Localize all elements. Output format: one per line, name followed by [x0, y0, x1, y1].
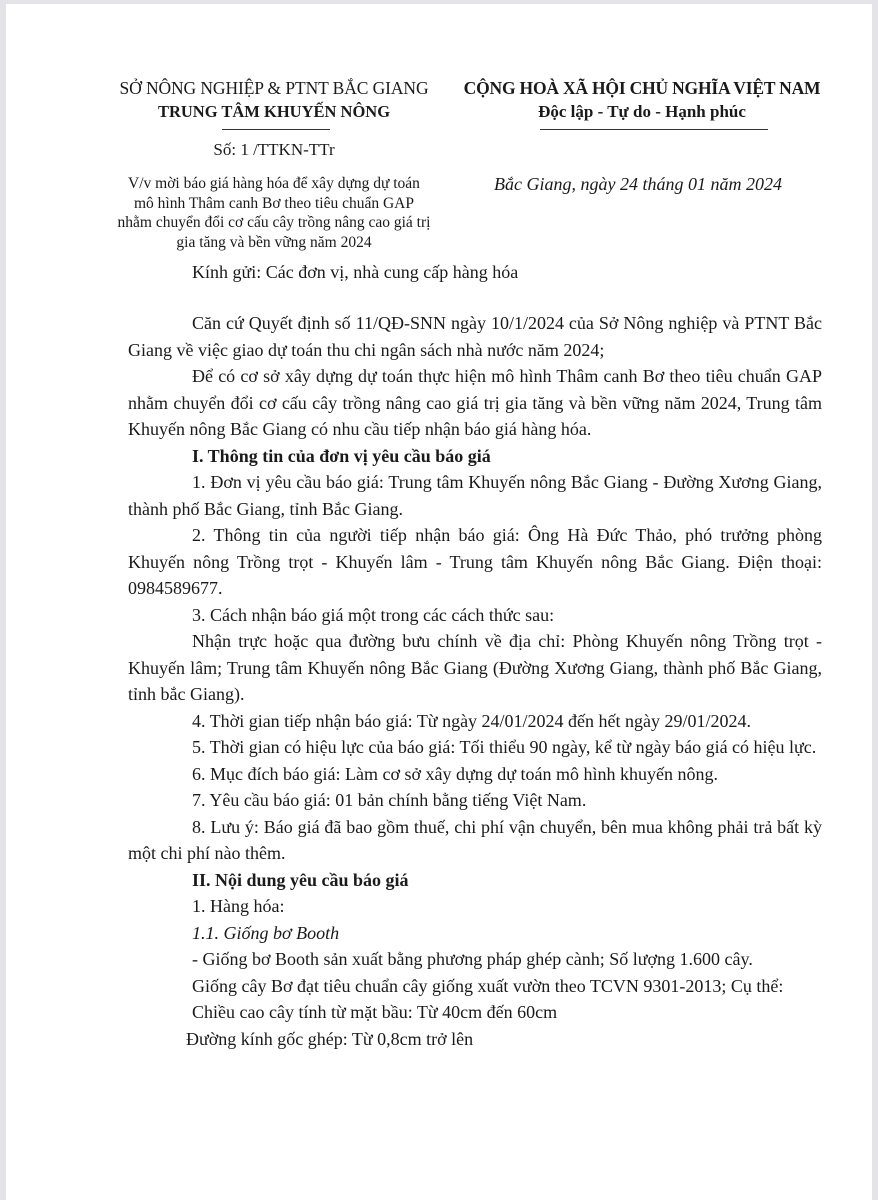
- national-header: [446, 76, 838, 124]
- subject-line: nhằm chuyển đổi cơ cấu cây trồng nâng cao giá trị: [117, 214, 431, 231]
- national-motto: Độc lập - Tự do - Hạnh phúc: [538, 102, 746, 121]
- subject-line: mô hình Thâm canh Bơ theo tiêu chuẩn GAP: [134, 194, 414, 212]
- place-date: Bắc Giang, ngày 24 tháng 01 năm 2024: [494, 174, 782, 194]
- subject-line: V/v mời báo giá hàng hóa để xây dựng dự toán: [128, 175, 420, 192]
- info-item-3: 3. Cách nhận báo giá một trong các cách thức sau:: [192, 604, 555, 625]
- subject-line: gia tăng và bền vững năm 2024: [176, 233, 372, 251]
- info-item-5: 5. Thời gian có hiệu lực của báo giá: Tối thiểu 90 ngày, kể từ ngày báo giá có hiệu lực.: [192, 737, 817, 757]
- agency-name: SỞ NÔNG NGHIỆP & PTNT BẮC GIANG: [119, 78, 429, 98]
- document-body: [128, 310, 822, 1052]
- section-2-heading: II. Nội dung yêu cầu báo giá: [192, 869, 409, 890]
- goods-subheading: 1.1. Giống bơ Booth: [192, 922, 340, 943]
- motto-underline: [540, 129, 768, 130]
- subject-summary: [102, 174, 446, 252]
- unit-name: TRUNG TÂM KHUYẾN NÔNG: [157, 102, 391, 121]
- nation-title: CỘNG HOÀ XÃ HỘI CHỦ NGHĨA VIỆT NAM: [463, 78, 821, 98]
- info-item-4: 4. Thời gian tiếp nhận báo giá: Từ ngày 24/01/2024 đến hết ngày 29/01/2024.: [192, 710, 752, 731]
- recipient-line: Kính gửi: Các đơn vị, nhà cung cấp hàng hóa: [192, 262, 519, 282]
- goods-line-standard: Giống cây Bơ đạt tiêu chuẩn cây giống xuất vườn theo TCVN 9301-2013; Cụ thể:: [192, 975, 784, 996]
- info-item-1: 1. Đơn vị yêu cầu báo giá: Trung tâm Khuyến nông Bắc Giang - Đường Xương Giang, thành phố Bắc Giang, tỉnh Bắc Giang.: [128, 472, 822, 519]
- info-item-2: 2. Thông tin của người tiếp nhận báo giá: Ông Hà Đức Thảo, phó trưởng phòng Khuyến nông Trồng trọt - Khuyến lâm - Trung tâm Khuyến nông Bắc Giang. Điện thoại: 0984589677.: [128, 525, 822, 598]
- issuer-underline: [222, 129, 330, 130]
- goods-line-quantity: - Giống bơ Booth sản xuất bằng phương pháp ghép cành; Số lượng 1.600 cây.: [192, 949, 753, 969]
- info-item-8: 8. Lưu ý: Báo giá đã bao gồm thuế, chi phí vận chuyển, bên mua không phải trả bất kỳ một chi phí nào thêm.: [128, 816, 822, 863]
- section-1-heading: I. Thông tin của đơn vị yêu cầu báo giá: [192, 445, 491, 466]
- purpose-paragraph: Để có cơ sở xây dựng dự toán thực hiện mô hình Thâm canh Bơ theo tiêu chuẩn GAP nhằm chuyển đổi cơ cấu cây trồng nâng cao giá trị gia tăng và bền vững năm 2024, Trung tâm Khuyến nông Bắc Giang có nhu cầu tiếp nhận báo giá hàng hóa.: [128, 366, 822, 439]
- issuer-block: [104, 76, 444, 124]
- goods-height-spec: Chiều cao cây tính từ mặt bầu: Từ 40cm đến 60cm: [192, 1002, 558, 1022]
- document-page: [6, 4, 872, 1200]
- goods-heading: 1. Hàng hóa:: [192, 896, 285, 916]
- info-item-6: 6. Mục đích báo giá: Làm cơ sở xây dựng dự toán mô hình khuyến nông.: [192, 763, 718, 784]
- basis-paragraph: Căn cứ Quyết định số 11/QĐ-SNN ngày 10/1/2024 của Sở Nông nghiệp và PTNT Bắc Giang về việc giao dự toán thu chi ngân sách nhà nước năm 2024;: [128, 313, 822, 360]
- document-number: Số: 1 /TTKN-TTr: [213, 140, 335, 159]
- info-item-3-detail: Nhận trực hoặc qua đường bưu chính về địa chỉ: Phòng Khuyến nông Trồng trọt - Khuyến lâm; Trung tâm Khuyến nông Bắc Giang (Đường Xương Giang, thành phố Bắc Giang, tỉnh bắc Giang).: [128, 631, 822, 704]
- goods-diameter-spec: Đường kính gốc ghép: Từ 0,8cm trở lên: [186, 1028, 474, 1049]
- info-item-7: 7. Yêu cầu báo giá: 01 bản chính bằng tiếng Việt Nam.: [192, 790, 587, 810]
